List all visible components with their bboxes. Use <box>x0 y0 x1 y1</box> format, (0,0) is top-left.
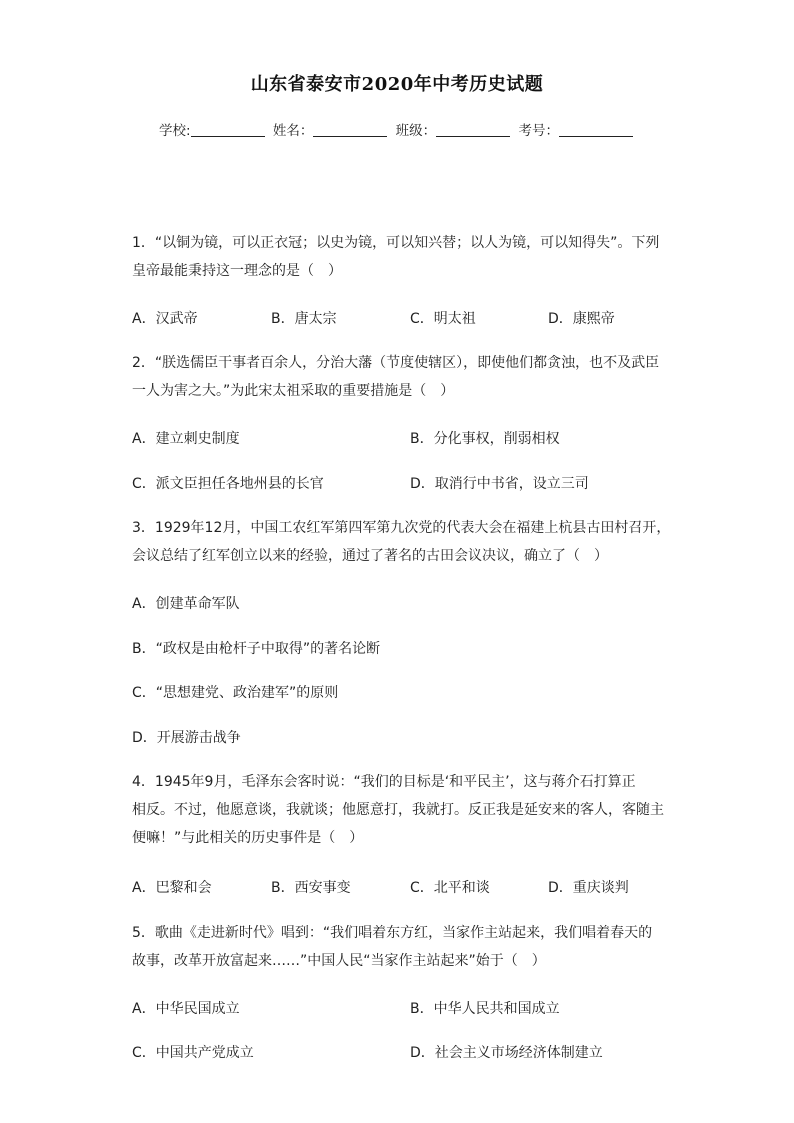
q4-option-a: A．巴黎和会 <box>132 880 212 896</box>
question-4-stem <box>132 768 672 852</box>
q1-option-a: A．汉武帝 <box>132 311 198 327</box>
q5-option-c: C．中国共产党成立 <box>132 1045 254 1061</box>
q3-option-d: D．开展游击战争 <box>132 730 241 746</box>
exam-number-label: 考号： <box>518 123 559 139</box>
exam-number-blank[interactable] <box>559 123 633 137</box>
question-5-stem <box>132 919 672 975</box>
q4-option-c: C．北平和谈 <box>410 880 490 896</box>
question-line: 一人为害之大。”为此宋太祖采取的重要措施是（ ） <box>132 383 455 399</box>
school-blank[interactable] <box>191 123 265 137</box>
q3-option-b: B．“政权是由枪杆子中取得”的著名论断 <box>132 641 381 657</box>
q3-option-c: C．“思想建党、政治建军”的原则 <box>132 685 339 701</box>
q1-option-b: B．唐太宗 <box>271 311 337 327</box>
question-line: 1．“以铜为镜，可以正衣冠；以史为镜，可以知兴替；以人为镜，可以知得失”。下列 <box>132 235 660 251</box>
q2-option-c: C．派文臣担任各地州县的长官 <box>132 476 324 492</box>
question-line: 相反。不过，他愿意谈，我就谈；他愿意打，我就打。反正我是延安来的客人，客随主 <box>132 802 664 818</box>
q5-option-b: B．中华人民共和国成立 <box>410 1001 560 1017</box>
q2-option-a: A．建立刺史制度 <box>132 431 240 447</box>
question-line: 3．1929年12月，中国工农红军第四军第九次党的代表大会在福建上杭县古田村召开， <box>132 520 671 536</box>
question-1-stem <box>132 229 672 285</box>
q4-option-b: B．西安事变 <box>271 880 351 896</box>
class-label: 班级： <box>395 123 437 139</box>
question-line: 5．歌曲《走进新时代》唱到：“我们唱着东方红，当家作主站起来，我们唱着春天的 <box>132 925 653 941</box>
name-blank[interactable] <box>313 123 387 137</box>
q2-option-b: B．分化事权，削弱相权 <box>410 431 560 447</box>
question-line: 4．1945年9月，毛泽东会客时说：“我们的目标是‘和平民主’，这与蒋介石打算正 <box>132 774 636 790</box>
student-info-line <box>0 119 794 139</box>
question-3-stem <box>132 514 672 570</box>
question-line: 便嘛！”与此相关的历史事件是（ ） <box>132 830 364 846</box>
q1-option-d: D．康熙帝 <box>548 311 615 327</box>
question-line: 皇帝最能秉持这一理念的是（ ） <box>132 263 342 279</box>
q1-option-c: C．明太祖 <box>410 311 476 327</box>
class-blank[interactable] <box>436 123 510 137</box>
q2-option-d: D．取消行中书省，设立三司 <box>410 476 589 492</box>
question-2-stem <box>132 349 672 405</box>
question-line: 2．“朕选儒臣干事者百余人，分治大藩（节度使辖区），即使他们都贪浊，也不及武臣 <box>132 355 660 371</box>
q5-option-a: A．中华民国成立 <box>132 1001 240 1017</box>
school-label: 学校: <box>159 123 191 139</box>
question-line: 故事，改革开放富起来……”中国人民“当家作主站起来”始于（ ） <box>132 953 546 969</box>
q4-option-d: D．重庆谈判 <box>548 880 629 896</box>
question-line: 会议总结了红军创立以来的经验，通过了著名的古田会议决议，确立了（ ） <box>132 548 608 564</box>
q5-option-d: D．社会主义市场经济体制建立 <box>410 1045 603 1061</box>
q3-option-a: A．创建革命军队 <box>132 596 240 612</box>
name-label: 姓名： <box>272 123 314 139</box>
page-title: 山东省泰安市2020年中考历史试题 <box>250 74 544 95</box>
